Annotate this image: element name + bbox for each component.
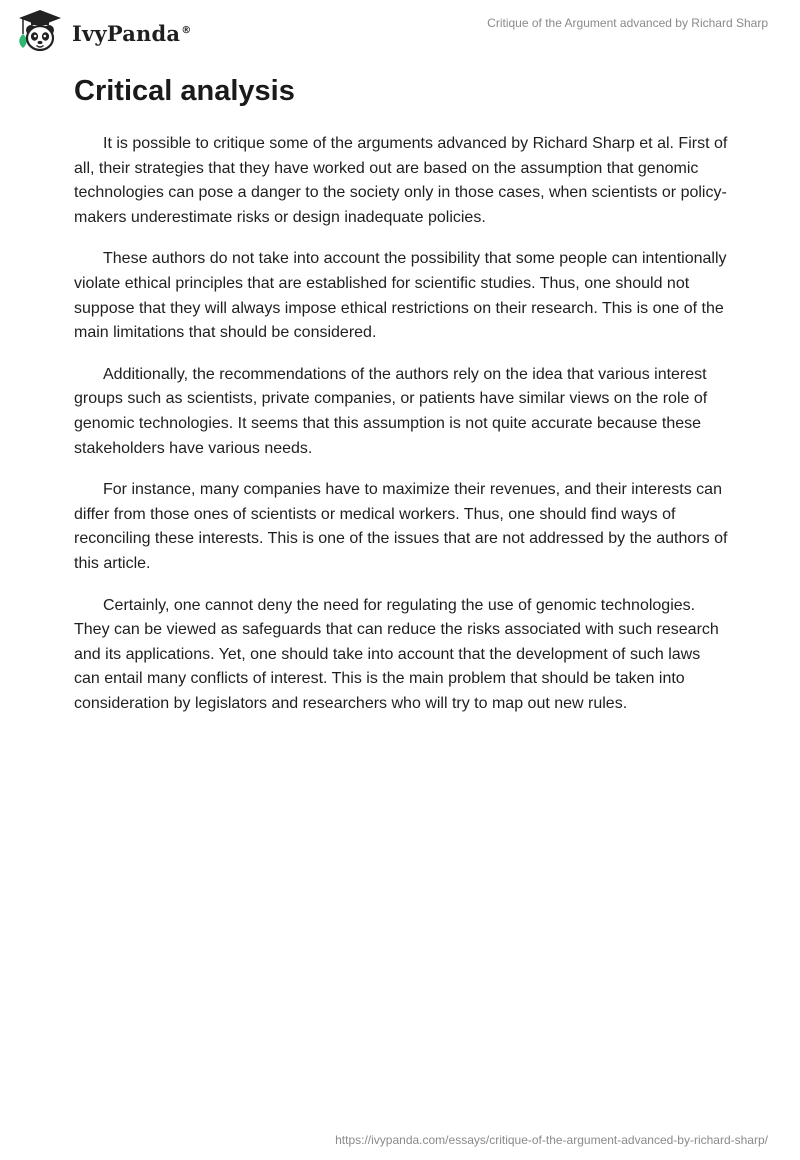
paragraph-2: These authors do not take into account the possibility that some people can intentionally violate ethical principles that are established for scientific studies. Thus, one should not suppose that they will always impose ethical restrictions on their research. This is one of the main limitations that should be considered. <box>74 250 727 342</box>
paragraph-3: Additionally, the recommendations of the authors rely on the idea that various interest groups such as scientists, private companies, or patients have similar views on the role of genomic technologies. It seems that this assumption is not quite accurate because these stakeholders have various needs. <box>74 365 708 457</box>
brand-name: IvyPanda® <box>72 20 192 46</box>
paragraph-1: It is possible to critique some of the arguments advanced by Richard Sharp et al. First of all, their strategies that they have worked out are based on the assumption that genomic technologies can pose a danger to the society only in those cases, when scientists or policy-makers underestimate risks or design inadequate policies. <box>74 135 728 226</box>
running-title: Critique of the Argument advanced by Richard Sharp <box>487 16 768 30</box>
registered-mark: ® <box>181 24 192 36</box>
paragraph-4: For instance, many companies have to maximize their revenues, and their interests can differ from those ones of scientists or medical workers. Thus, one should find ways of reconciling these interests. This is one of the issues that are not addressed by the authors of this article. <box>74 481 728 572</box>
article-content <box>74 70 730 733</box>
source-url-link[interactable]: https://ivypanda.com/essays/critique-of-the-argument-advanced-by-richard-sharp/ <box>335 1133 768 1147</box>
ivypanda-logo[interactable] <box>14 8 191 54</box>
paragraph-5: Certainly, one cannot deny the need for regulating the use of genomic technologies. They can be viewed as safeguards that can reduce the risks associated with such research and its applications. Yet, one should take into account that the development of such laws can entail many conflicts of interest. This is the main problem that should be taken into consideration by legislators and researchers who will try to map out new rules. <box>74 596 719 712</box>
section-heading: Critical analysis <box>74 75 295 107</box>
page-header <box>0 0 800 60</box>
panda-graduate-icon <box>14 8 66 54</box>
